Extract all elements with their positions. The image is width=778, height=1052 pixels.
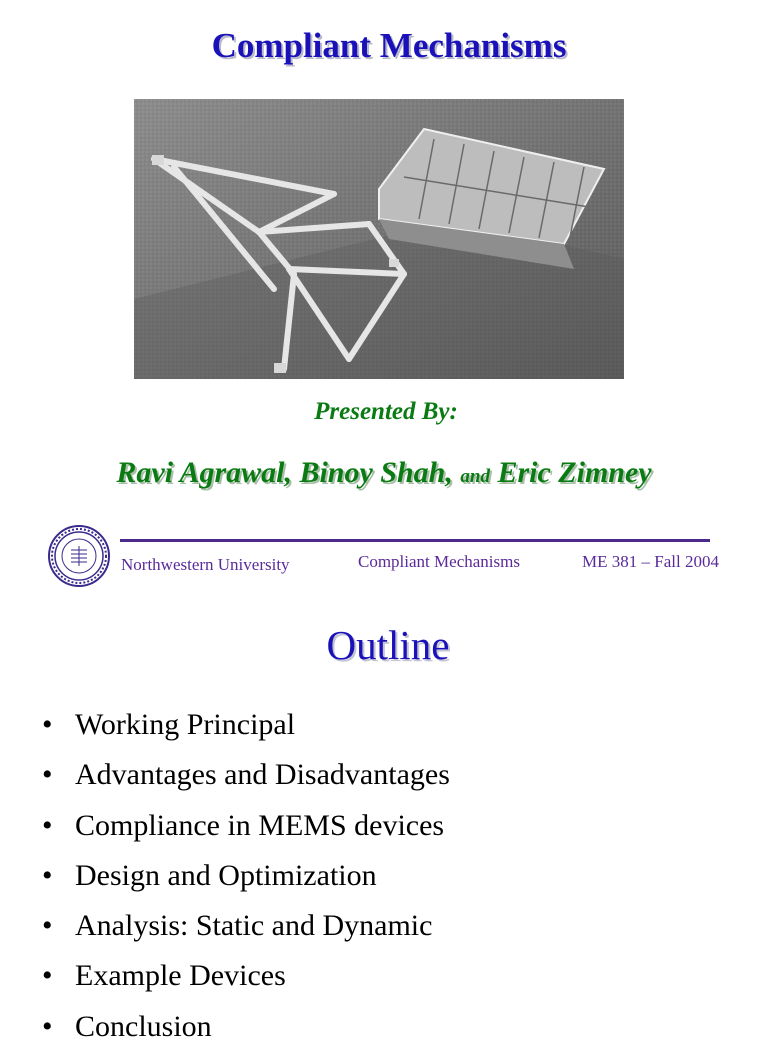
- list-item-text: Advantages and Disadvantages: [75, 758, 450, 792]
- list-item-text: Working Principal: [75, 708, 296, 741]
- footer-university: Northwestern University: [121, 555, 290, 574]
- outline-list: [42, 700, 450, 1052]
- presented-by-label: Presented By:: [314, 398, 458, 425]
- list-item: [42, 801, 450, 851]
- author-names: [0, 456, 768, 490]
- bullet-icon: •: [42, 1009, 53, 1043]
- authors-first: Ravi Agrawal, Binoy Shah,: [116, 456, 453, 489]
- list-item: [42, 901, 450, 951]
- list-item-text: Conclusion: [75, 1009, 212, 1043]
- outline-title: Outline: [326, 622, 450, 668]
- list-item-text: Analysis: Static and Dynamic: [75, 909, 433, 943]
- authors-last: Eric Zimney: [497, 456, 652, 489]
- bullet-icon: •: [42, 758, 53, 792]
- bullet-icon: •: [42, 808, 53, 842]
- list-item: [42, 1002, 450, 1052]
- bullet-icon: •: [42, 959, 53, 993]
- footer-divider: [120, 539, 710, 542]
- bullet-icon: •: [42, 858, 53, 892]
- list-item: [42, 700, 450, 750]
- bullet-icon: •: [42, 708, 53, 741]
- northwestern-seal-icon: [47, 524, 111, 588]
- list-item: [42, 851, 450, 901]
- footer-course-topic: Compliant Mechanisms: [358, 552, 520, 571]
- slide-title: Compliant Mechanisms: [211, 26, 567, 65]
- footer-course-term: ME 381 – Fall 2004: [582, 552, 719, 571]
- list-item: [42, 750, 450, 800]
- list-item-text: Design and Optimization: [75, 858, 377, 892]
- list-item-text: Compliance in MEMS devices: [75, 808, 445, 842]
- bullet-icon: •: [42, 909, 53, 943]
- list-item-text: Example Devices: [75, 959, 286, 993]
- list-item: [42, 951, 450, 1001]
- mems-micrograph-image: [134, 99, 624, 379]
- authors-and: and: [460, 466, 490, 487]
